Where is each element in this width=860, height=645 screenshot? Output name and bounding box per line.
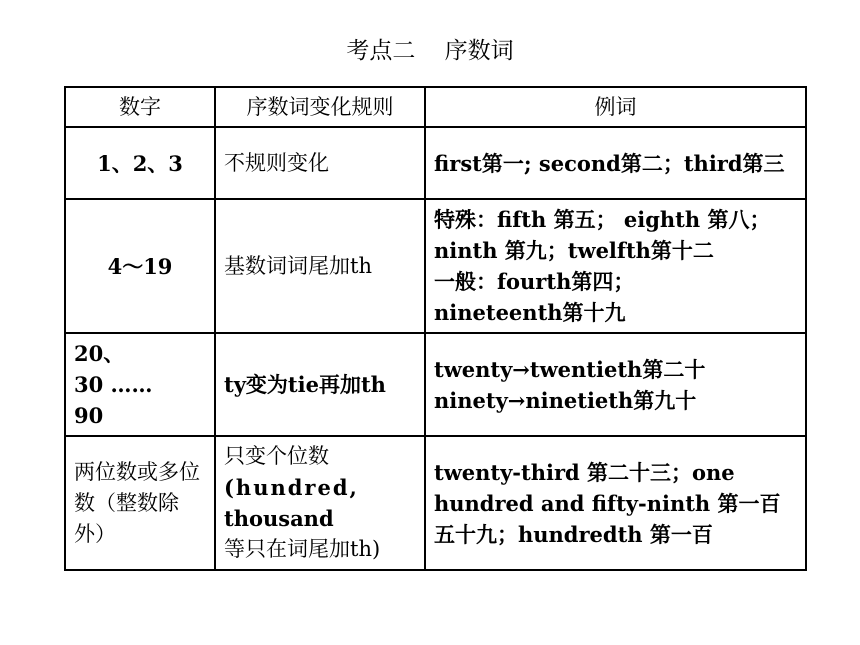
example-line: ninety→ninetieth第九十	[434, 387, 697, 413]
number-line: 90	[74, 403, 104, 428]
number-cell	[65, 127, 215, 199]
example-line: nineteenth第十九	[434, 300, 626, 325]
ordinal-table	[64, 86, 807, 571]
number-cell	[65, 436, 215, 570]
rule-text: 不规则变化	[224, 150, 329, 175]
table-header-row	[65, 87, 806, 127]
number-text: 1、2、3	[97, 150, 183, 176]
number-text: 4～19	[107, 253, 173, 279]
example-cell	[425, 199, 806, 333]
rule-cell	[215, 127, 425, 199]
example-line: 特殊：fifth 第五； eighth 第八；	[434, 207, 771, 232]
table-row	[65, 436, 806, 570]
header-rule: 序数词变化规则	[215, 87, 425, 127]
example-line: twenty→twentieth第二十	[434, 356, 706, 382]
table-row	[65, 199, 806, 333]
example-text: first第一; second第二；third第三	[434, 150, 785, 176]
number-cell	[65, 199, 215, 333]
page-title: 考点二 序数词	[346, 38, 514, 64]
rule-line: thousand	[224, 506, 334, 531]
rule-line: 只变个位数	[224, 444, 329, 468]
example-line: 一般：fourth第四；	[434, 269, 635, 294]
rule-text: ty变为tie再加th	[224, 372, 386, 397]
rule-cell	[215, 436, 425, 570]
rule-line: 等只在词尾加th)	[224, 537, 381, 561]
example-cell	[425, 436, 806, 570]
rule-line: (hundred,	[224, 475, 359, 500]
rule-cell	[215, 199, 425, 333]
example-cell	[425, 127, 806, 199]
table-row	[65, 127, 806, 199]
number-text: 两位数或多位数（整数除外）	[74, 459, 200, 546]
header-example: 例词	[425, 87, 806, 127]
rule-text: 基数词词尾加th	[224, 253, 372, 278]
table-row	[65, 333, 806, 436]
header-number: 数字	[65, 87, 215, 127]
rule-cell	[215, 333, 425, 436]
example-cell	[425, 333, 806, 436]
example-line: ninth 第九；twelfth第十二	[434, 238, 714, 263]
number-line: 20、	[74, 341, 125, 366]
number-line: 30 ……	[74, 372, 153, 397]
example-text: twenty-third 第二十三；one hundred and fifty-ninth 第一百五十九；hundredth 第一百	[434, 459, 781, 547]
number-cell	[65, 333, 215, 436]
